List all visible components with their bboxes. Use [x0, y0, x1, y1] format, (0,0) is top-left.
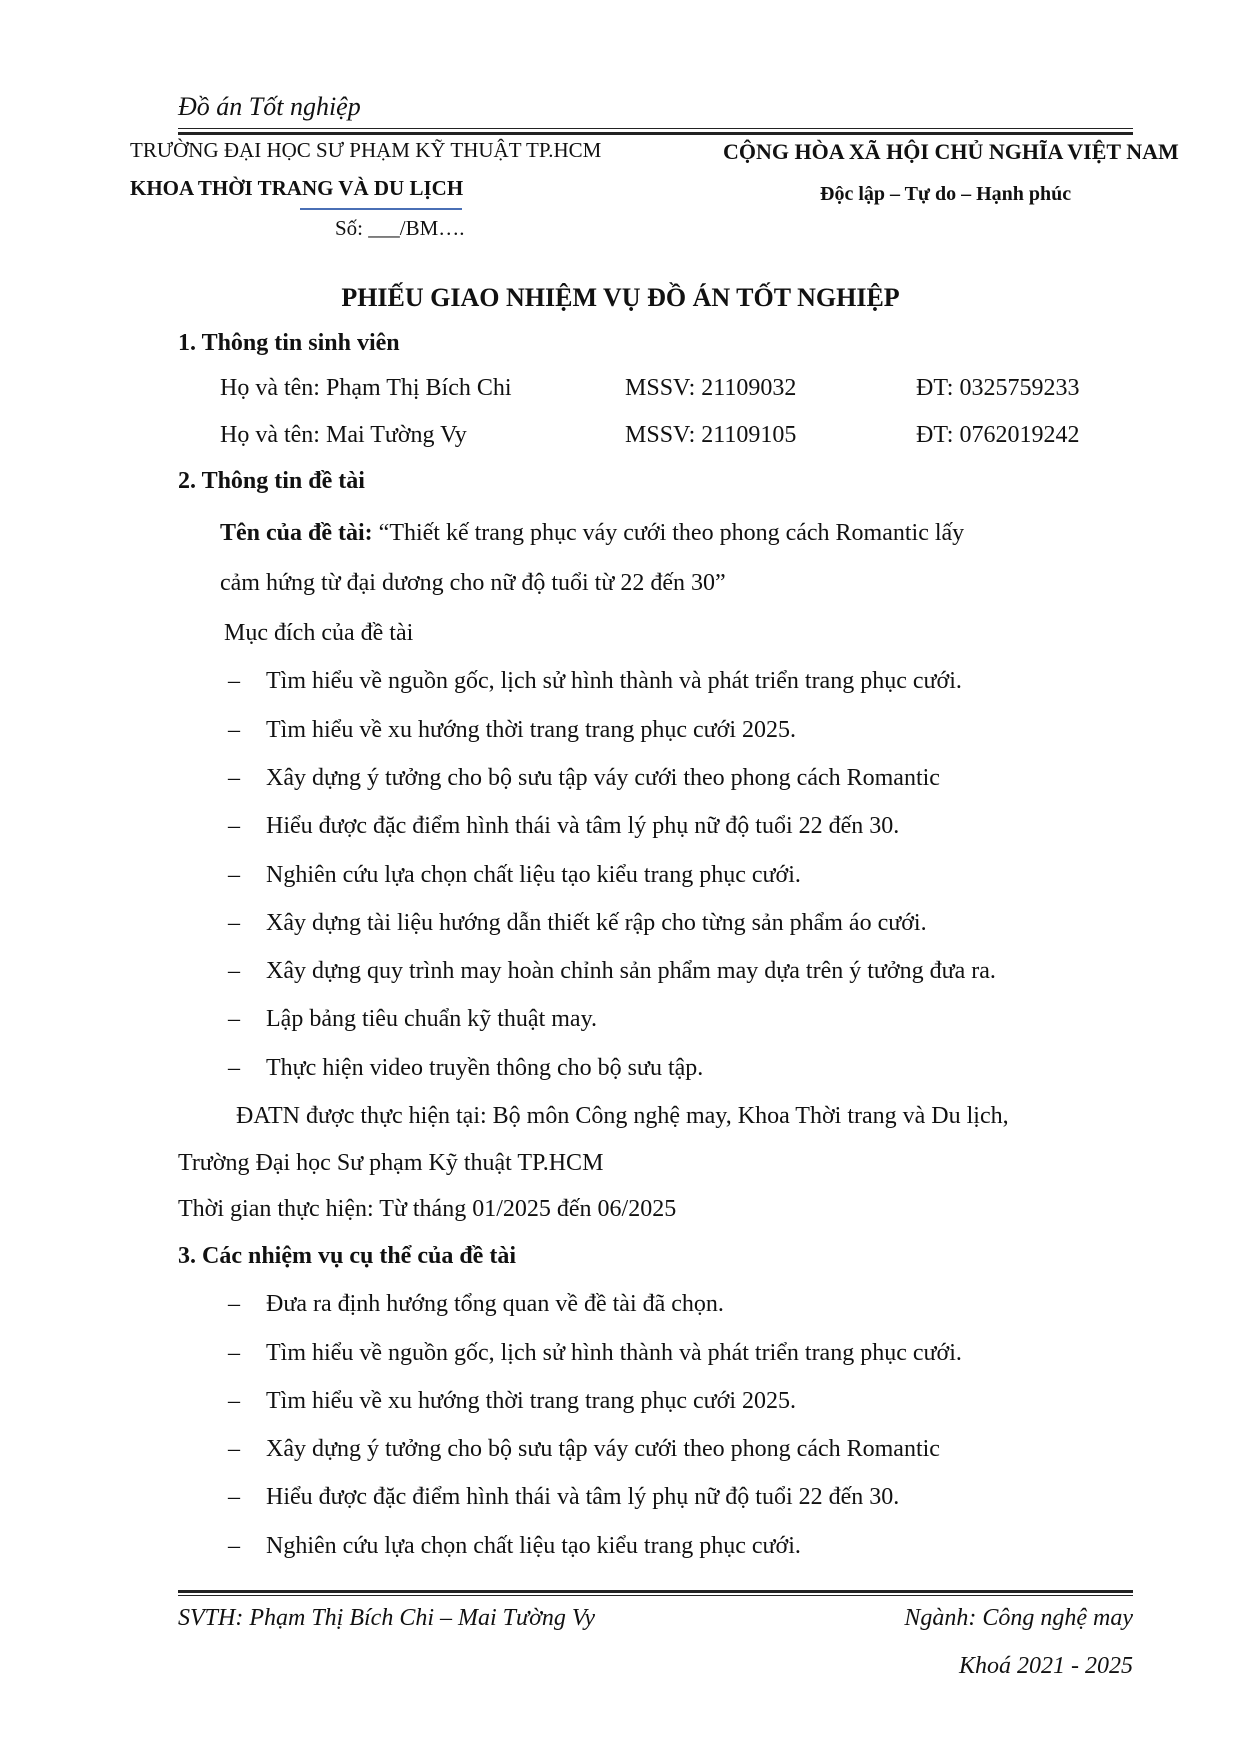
national-title: CỘNG HÒA XÃ HỘI CHỦ NGHĨA VIỆT NAM — [723, 139, 1179, 164]
list-item: Xây dựng quy trình may hoàn chỉnh sản phẩm may dựa trên ý tưởng đưa ra. — [266, 958, 996, 984]
school-name: TRƯỜNG ĐẠI HỌC SƯ PHẠM KỸ THUẬT TP.HCM — [130, 138, 602, 162]
purpose-label: Mục đích của đề tài — [224, 620, 414, 646]
bullet-dash: – — [228, 910, 240, 936]
footer-major: Ngành: Công nghệ may — [904, 1605, 1133, 1631]
footer-divider — [178, 1595, 1133, 1596]
list-item: Xây dựng tài liệu hướng dẫn thiết kế rập cho từng sản phẩm áo cưới. — [266, 910, 927, 936]
list-item: Nghiên cứu lựa chọn chất liệu tạo kiểu trang phục cưới. — [266, 862, 801, 888]
list-item: Tìm hiểu về nguồn gốc, lịch sử hình thành và phát triển trang phục cưới. — [266, 1340, 962, 1366]
faculty-name: KHOA THỜI TRANG VÀ DU LỊCH — [130, 176, 464, 200]
topic-line-1 — [220, 520, 964, 547]
time-period: Thời gian thực hiện: Từ tháng 01/2025 đến 06/2025 — [178, 1196, 677, 1222]
faculty-underline — [300, 208, 462, 210]
bullet-dash: – — [228, 1533, 240, 1559]
list-item: Tìm hiểu về xu hướng thời trang trang phục cưới 2025. — [266, 1388, 796, 1414]
student-2-id: MSSV: 21109105 — [625, 422, 797, 448]
topic-line-2: cảm hứng từ đại dương cho nữ độ tuổi từ 22 đến 30” — [220, 570, 726, 596]
list-item: Nghiên cứu lựa chọn chất liệu tạo kiểu trang phục cưới. — [266, 1533, 801, 1559]
bullet-dash: – — [228, 1291, 240, 1317]
bullet-dash: – — [228, 1006, 240, 1032]
national-motto: Độc lập – Tự do – Hạnh phúc — [820, 183, 1072, 205]
bullet-dash: – — [228, 1055, 240, 1081]
student-2-phone: ĐT: 0762019242 — [916, 422, 1080, 448]
list-item: Tìm hiểu về xu hướng thời trang trang phục cưới 2025. — [266, 717, 796, 743]
bullet-dash: – — [228, 862, 240, 888]
section-2-heading: 2. Thông tin đề tài — [178, 468, 365, 494]
location-line-1: ĐATN được thực hiện tại: Bộ môn Công nghệ may, Khoa Thời trang và Du lịch, — [236, 1103, 1009, 1129]
list-item: Thực hiện video truyền thông cho bộ sưu tập. — [266, 1055, 704, 1081]
document-title: PHIẾU GIAO NHIỆM VỤ ĐỒ ÁN TỐT NGHIỆP — [341, 283, 900, 312]
header-divider-thick — [178, 132, 1133, 135]
bullet-dash: – — [228, 958, 240, 984]
document-number: Số: ___/BM…. — [335, 216, 465, 240]
list-item: Xây dựng ý tưởng cho bộ sưu tập váy cưới theo phong cách Romantic — [266, 1436, 940, 1462]
bullet-dash: – — [228, 1436, 240, 1462]
bullet-dash: – — [228, 1484, 240, 1510]
list-item: Hiểu được đặc điểm hình thái và tâm lý phụ nữ độ tuổi 22 đến 30. — [266, 1484, 900, 1510]
footer-divider-thick — [178, 1590, 1133, 1593]
bullet-dash: – — [228, 668, 240, 694]
bullet-dash: – — [228, 1340, 240, 1366]
student-1-phone: ĐT: 0325759233 — [916, 375, 1080, 401]
section-3-heading: 3. Các nhiệm vụ cụ thể của đề tài — [178, 1243, 516, 1269]
student-2-name: Họ và tên: Mai Tường Vy — [220, 422, 467, 448]
running-header-title: Đồ án Tốt nghiệp — [178, 92, 361, 121]
bullet-dash: – — [228, 717, 240, 743]
topic-label: Tên của đề tài: — [220, 520, 373, 546]
header-divider — [178, 128, 1133, 129]
bullet-dash: – — [228, 765, 240, 791]
bullet-dash: – — [228, 813, 240, 839]
list-item: Đưa ra định hướng tổng quan về đề tài đã chọn. — [266, 1291, 724, 1317]
topic-text-1: “Thiết kế trang phục váy cưới theo phong cách Romantic lấy — [372, 520, 965, 546]
list-item: Xây dựng ý tưởng cho bộ sưu tập váy cưới theo phong cách Romantic — [266, 765, 940, 791]
footer-course: Khoá 2021 - 2025 — [959, 1653, 1133, 1679]
bullet-dash: – — [228, 1388, 240, 1414]
list-item: Lập bảng tiêu chuẩn kỹ thuật may. — [266, 1006, 598, 1032]
student-1-name: Họ và tên: Phạm Thị Bích Chi — [220, 375, 512, 401]
student-1-id: MSSV: 21109032 — [625, 375, 797, 401]
list-item: Hiểu được đặc điểm hình thái và tâm lý phụ nữ độ tuổi 22 đến 30. — [266, 813, 900, 839]
location-line-2: Trường Đại học Sư phạm Kỹ thuật TP.HCM — [178, 1150, 604, 1176]
footer-students: SVTH: Phạm Thị Bích Chi – Mai Tường Vy — [178, 1605, 596, 1631]
section-1-heading: 1. Thông tin sinh viên — [178, 330, 400, 356]
list-item: Tìm hiểu về nguồn gốc, lịch sử hình thành và phát triển trang phục cưới. — [266, 668, 962, 694]
